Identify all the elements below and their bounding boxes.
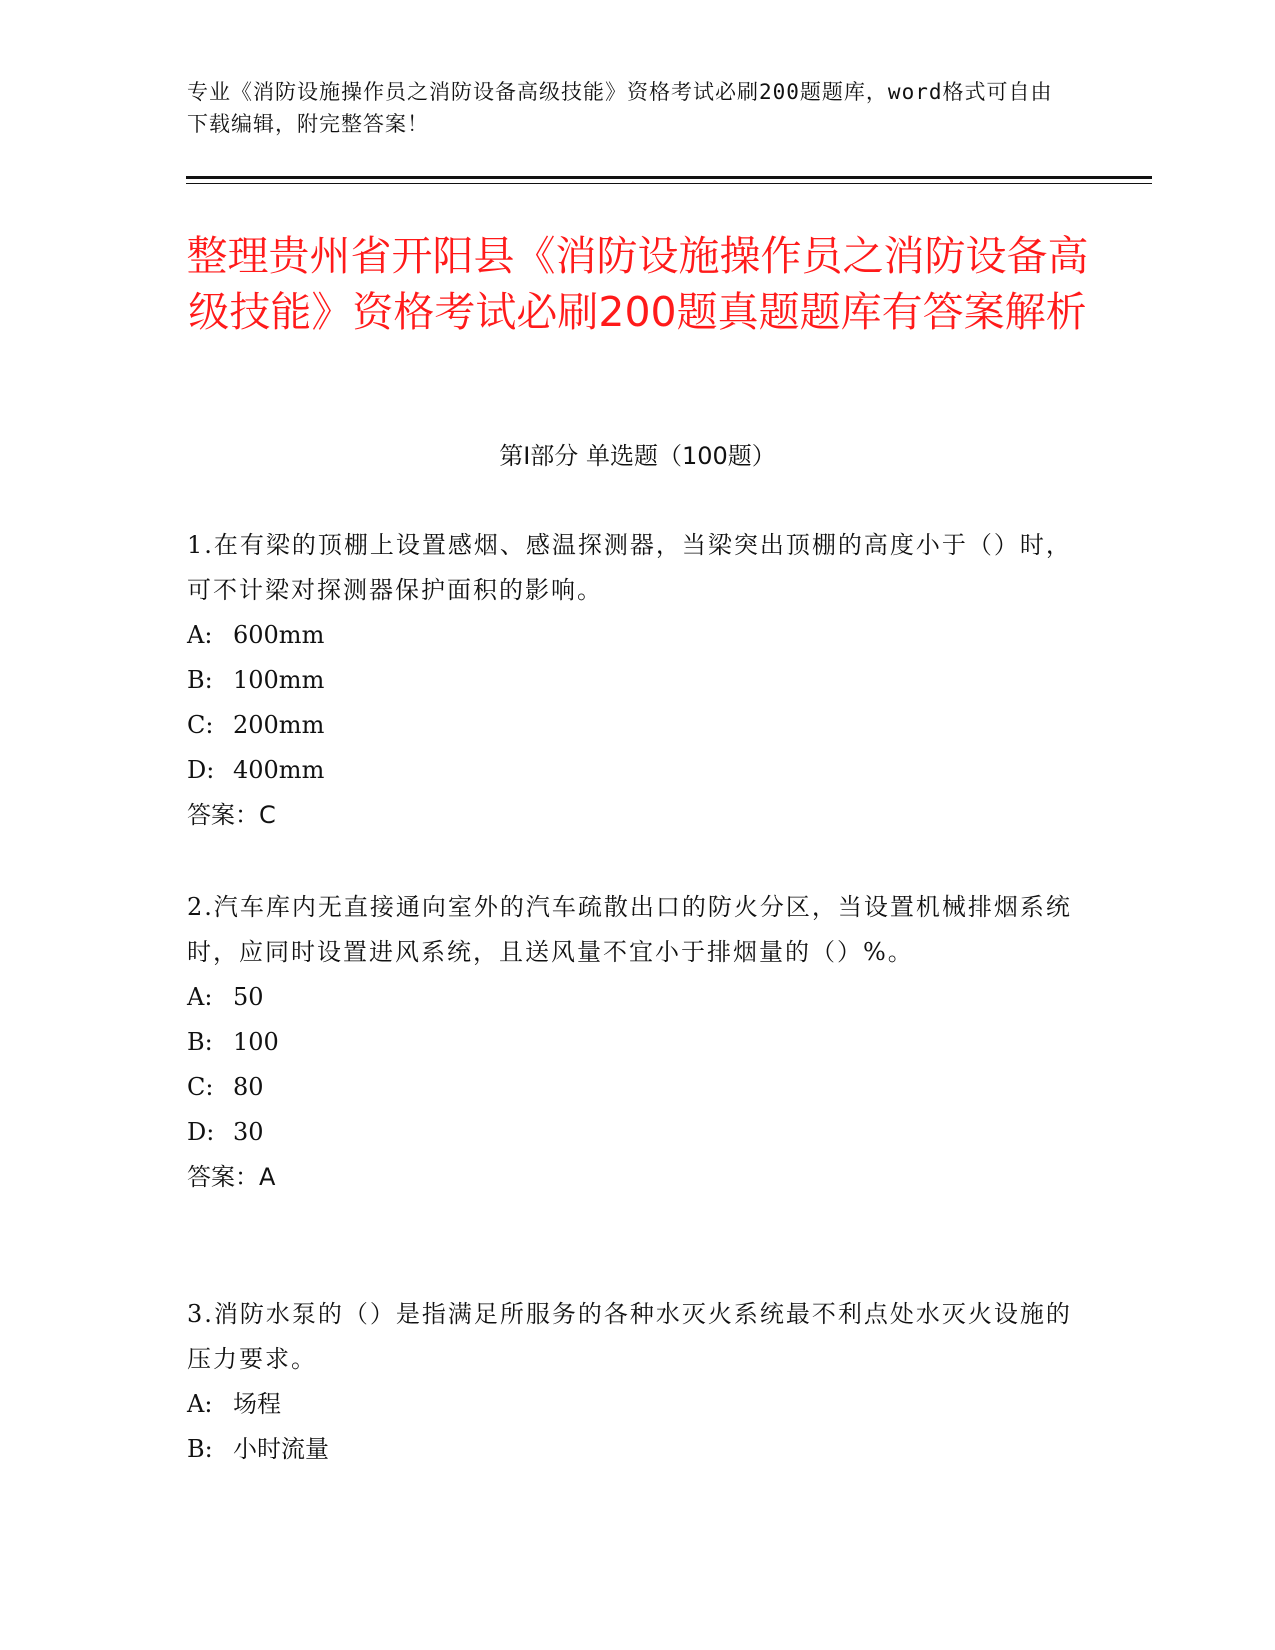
option-c bbox=[187, 703, 1077, 748]
option-d bbox=[187, 748, 1077, 793]
option-text: 30 bbox=[233, 1118, 264, 1146]
section-heading: 第Ⅰ部分 单选题（100题） bbox=[499, 442, 776, 470]
option-a bbox=[187, 1382, 1077, 1427]
option-text: 场程 bbox=[233, 1390, 281, 1418]
option-letter: C: bbox=[187, 1073, 214, 1101]
option-b bbox=[187, 658, 1077, 703]
option-letter: A: bbox=[187, 983, 213, 1011]
option-letter: B: bbox=[187, 666, 213, 694]
option-letter: D: bbox=[187, 756, 215, 784]
option-a bbox=[187, 613, 1077, 658]
question-2 bbox=[187, 885, 1077, 1200]
answer: 答案：A bbox=[187, 1163, 276, 1191]
question-stem: 2.汽车库内无直接通向室外的汽车疏散出口的防火分区，当设置机械排烟系统时，应同时设置进风系统，且送风量不宜小于排烟量的（）%。 bbox=[187, 893, 1072, 966]
question-3 bbox=[187, 1292, 1077, 1472]
option-letter: B: bbox=[187, 1435, 213, 1463]
option-text: 50 bbox=[233, 983, 264, 1011]
option-letter: A: bbox=[187, 621, 213, 649]
option-b bbox=[187, 1427, 1077, 1472]
option-letter: D: bbox=[187, 1118, 215, 1146]
option-text: 200mm bbox=[233, 711, 325, 739]
option-b bbox=[187, 1020, 1077, 1065]
option-text: 100 bbox=[233, 1028, 279, 1056]
option-text: 80 bbox=[233, 1073, 264, 1101]
question-stem: 3.消防水泵的（）是指满足所服务的各种水灭火系统最不利点处水灭火设施的压力要求。 bbox=[187, 1300, 1072, 1373]
option-text: 400mm bbox=[233, 756, 325, 784]
question-stem: 1.在有梁的顶棚上设置感烟、感温探测器，当梁突出顶棚的高度小于（）时，可不计梁对探测器保护面积的影响。 bbox=[187, 531, 1072, 604]
answer: 答案：C bbox=[187, 801, 276, 829]
option-a bbox=[187, 975, 1077, 1020]
option-letter: C: bbox=[187, 711, 214, 739]
header-note: 专业《消防设施操作员之消防设备高级技能》资格考试必刷200题题库，word格式可自由下载编辑，附完整答案！ bbox=[187, 80, 1053, 136]
option-d bbox=[187, 1110, 1077, 1155]
option-text: 小时流量 bbox=[233, 1435, 329, 1463]
header-divider-thin bbox=[186, 183, 1152, 184]
option-c bbox=[187, 1065, 1077, 1110]
header-divider-thick bbox=[186, 176, 1152, 179]
document-title: 整理贵州省开阳县《消防设施操作员之消防设备高级技能》资格考试必刷200题真题题库有答案解析 bbox=[186, 232, 1089, 336]
option-text: 100mm bbox=[233, 666, 325, 694]
question-1 bbox=[187, 523, 1077, 838]
option-letter: B: bbox=[187, 1028, 213, 1056]
option-text: 600mm bbox=[233, 621, 325, 649]
option-letter: A: bbox=[187, 1390, 213, 1418]
